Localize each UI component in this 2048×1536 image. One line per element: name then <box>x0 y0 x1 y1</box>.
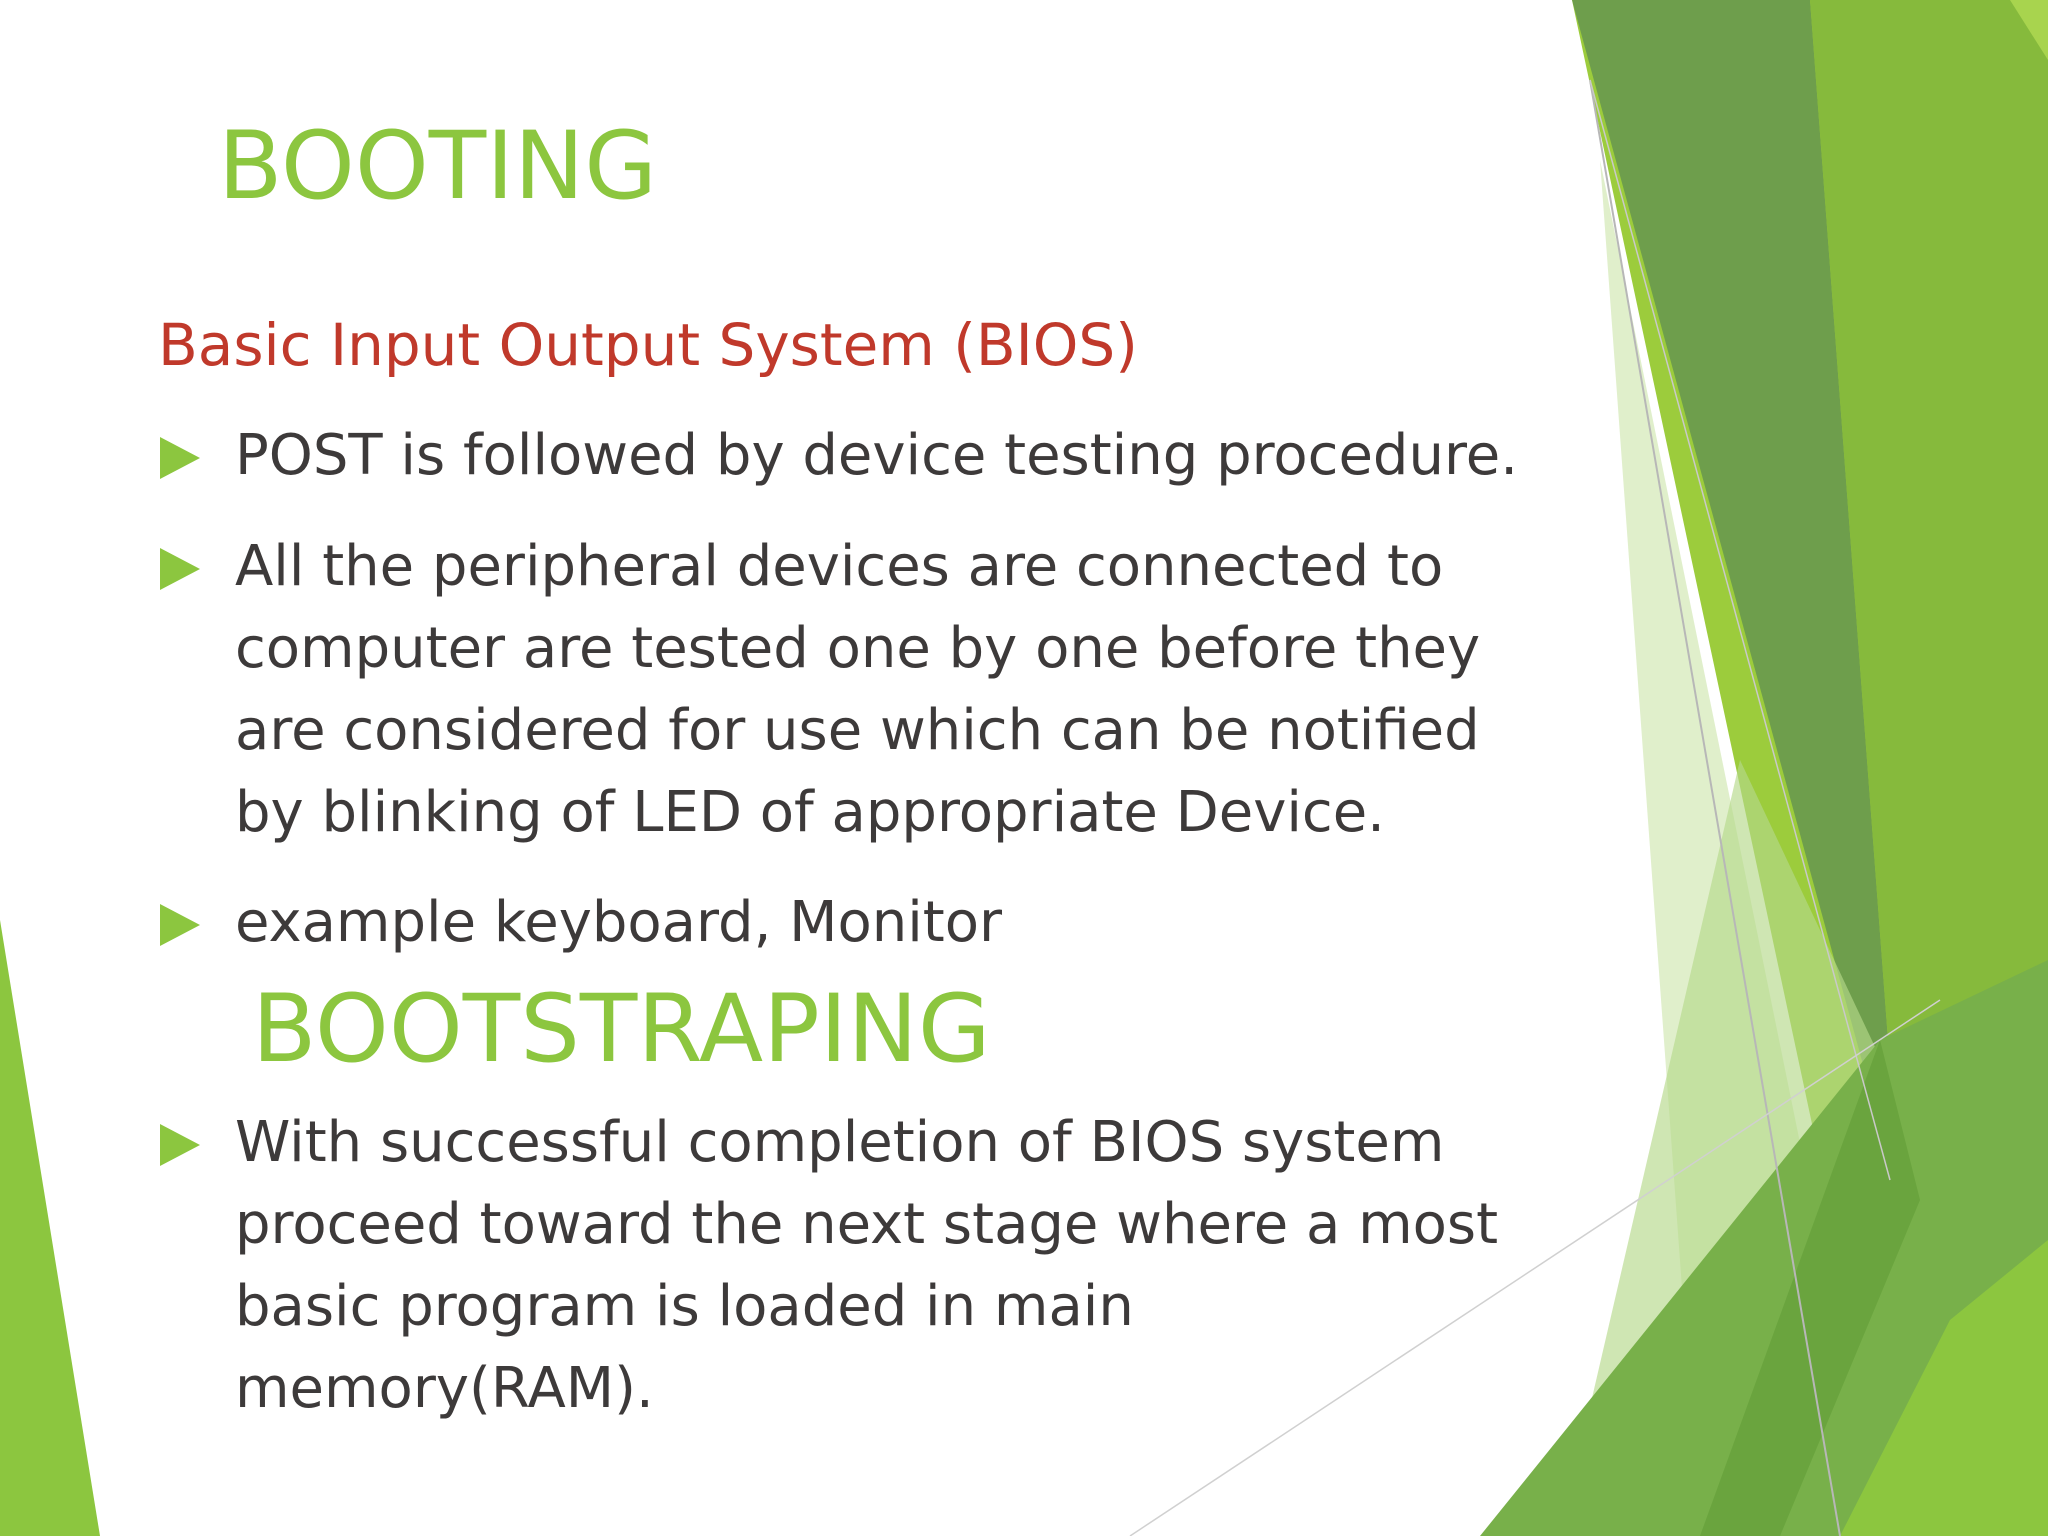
bullet-triangle-icon <box>160 1124 200 1166</box>
bullet-item-post <box>160 415 1660 505</box>
bullet-text: With successful completion of BIOS system proceed toward the next stage where a most basic program is loaded in main memory(RAM). <box>235 1110 1499 1421</box>
bullet-item-bios-completion <box>160 1102 1660 1442</box>
slide-subtitle-bios: Basic Input Output System (BIOS) <box>158 311 1138 379</box>
left-green-sliver <box>0 920 100 1536</box>
bullet-item-example <box>160 882 1660 972</box>
slide-title: BOOTING <box>218 112 658 221</box>
bullet-text: example keyboard, Monitor <box>235 890 1003 955</box>
bullet-text: All the peripheral devices are connected to computer are tested one by one before they are considered for use which can be notified by blinking of LED of appropriate Device. <box>235 534 1481 845</box>
bullet-triangle-icon <box>160 548 200 590</box>
bullet-item-peripheral-devices <box>160 526 1660 866</box>
section-heading-bootstraping: BOOTSTRAPING <box>252 975 991 1084</box>
bullet-triangle-icon <box>160 437 200 479</box>
bullet-text: POST is followed by device testing procedure. <box>235 423 1518 488</box>
bullet-triangle-icon <box>160 904 200 946</box>
